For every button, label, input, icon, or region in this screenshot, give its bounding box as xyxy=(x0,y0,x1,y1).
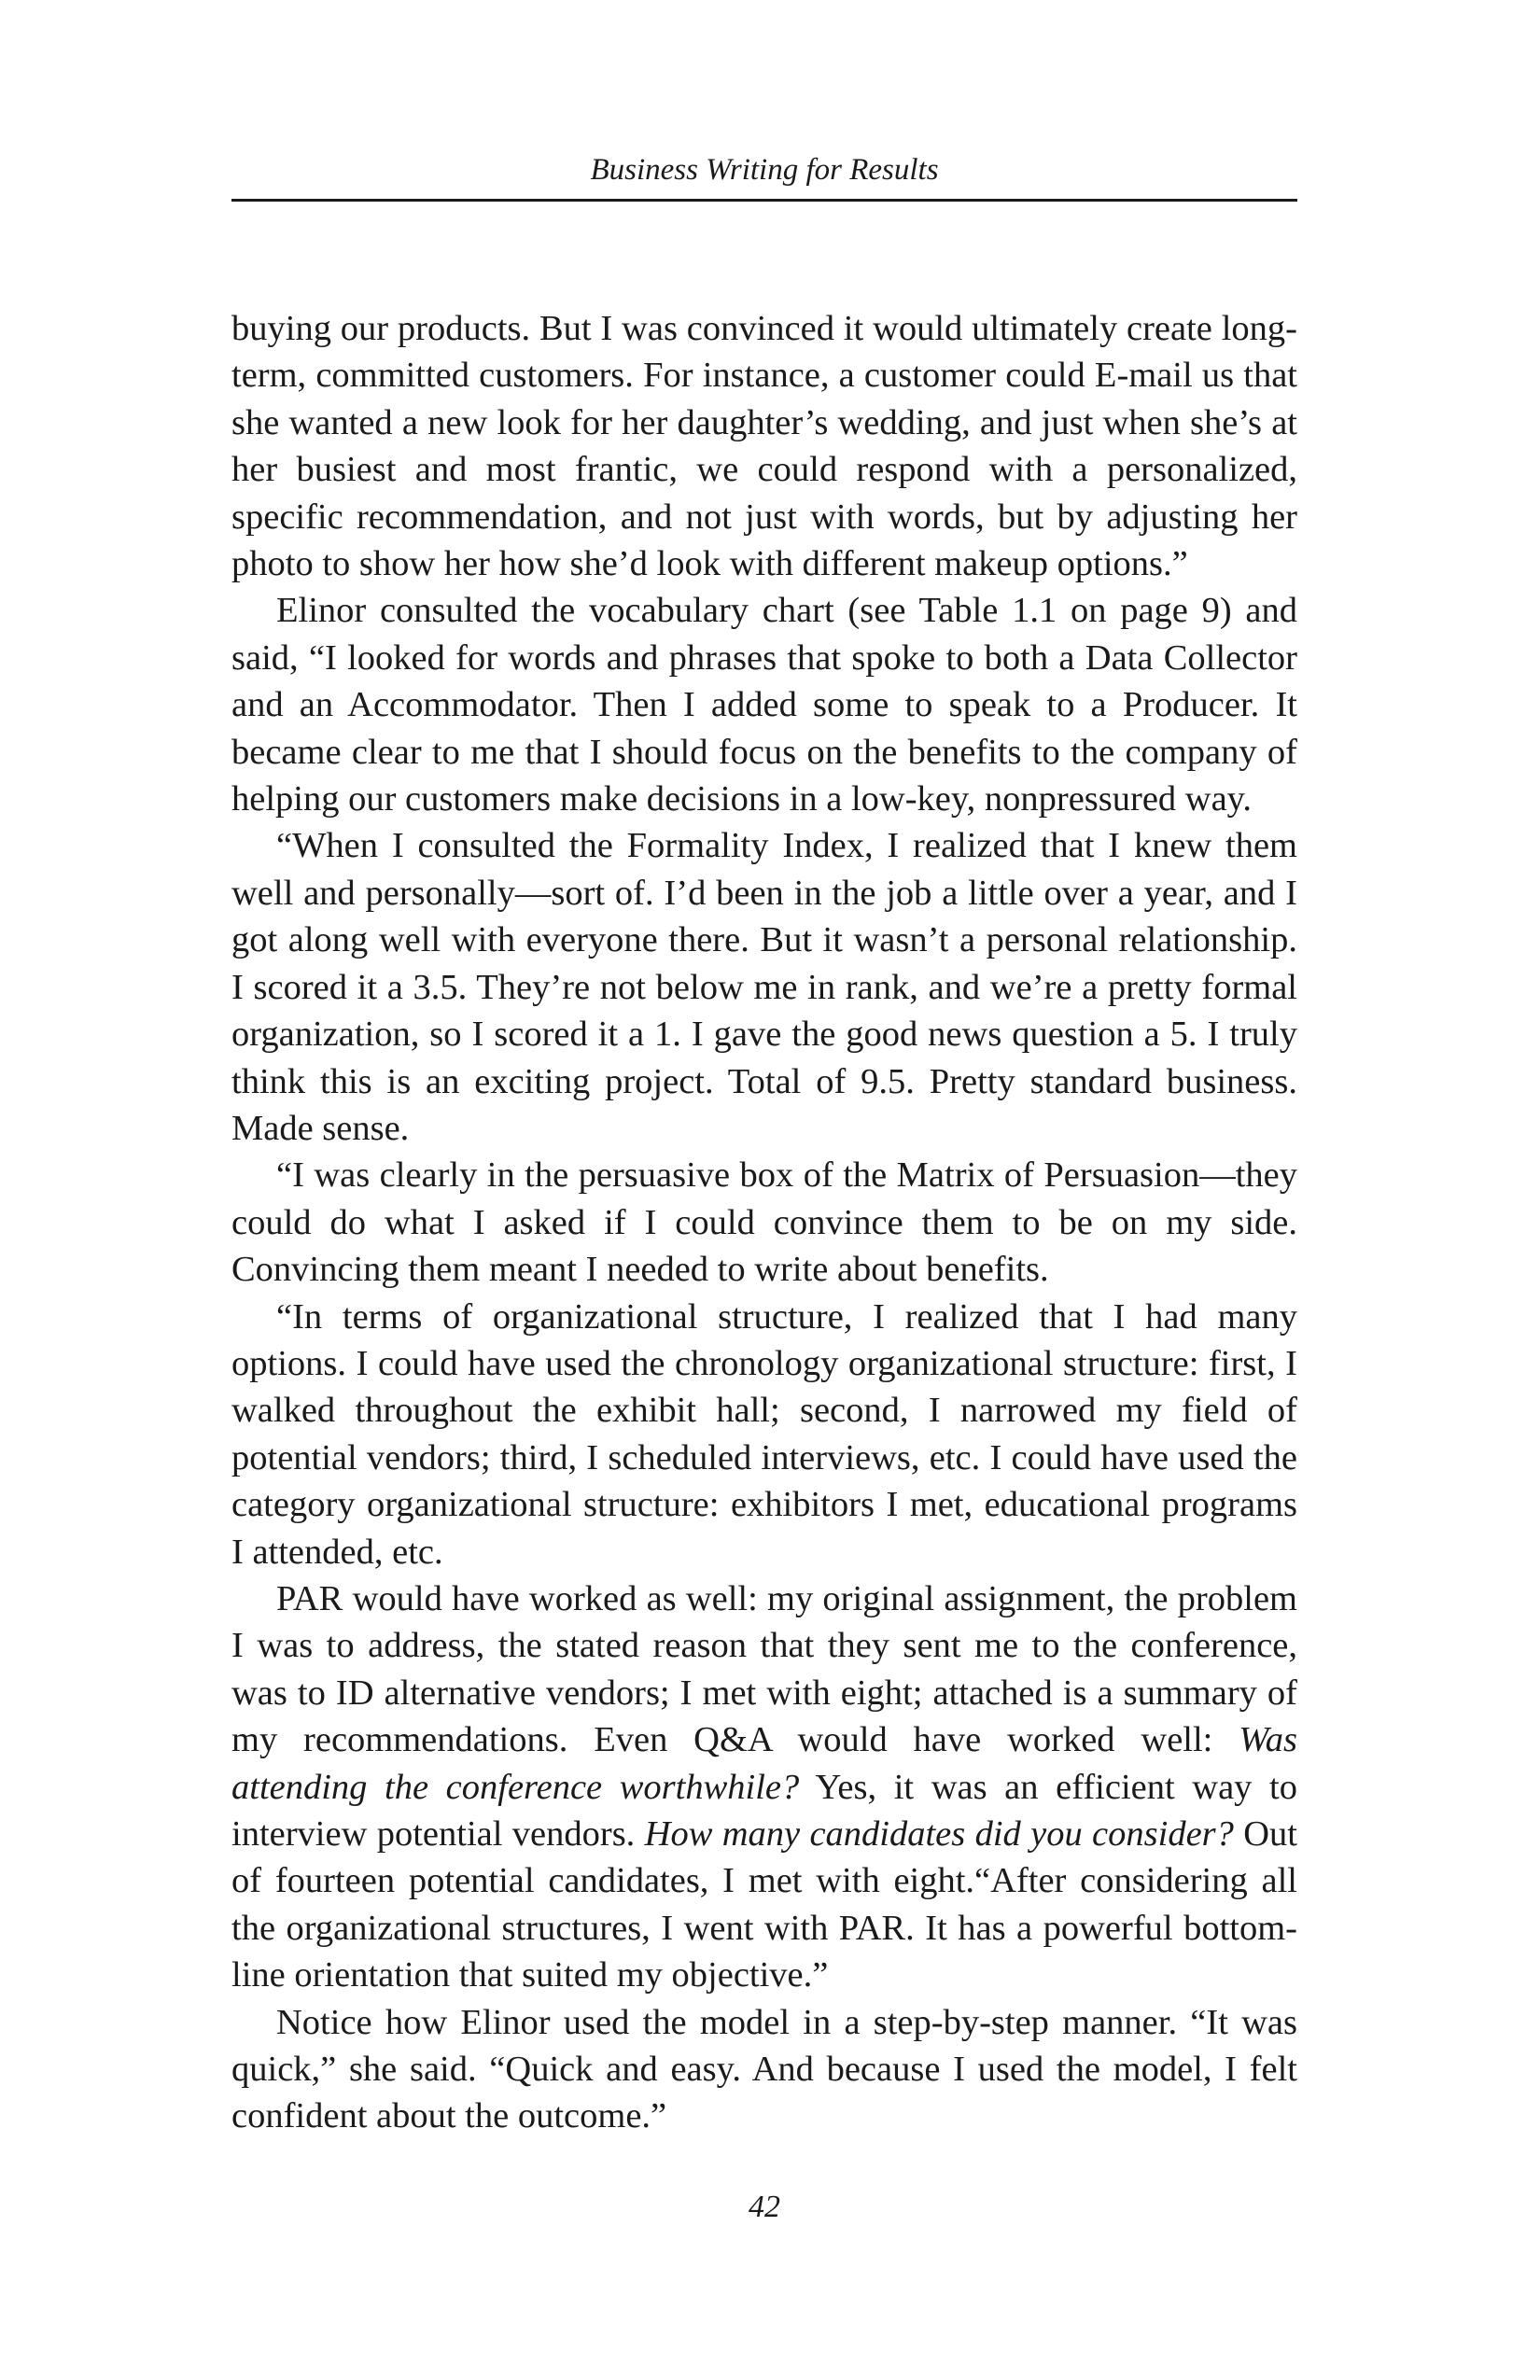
paragraph-4: “I was clearly in the persuasive box of the Matrix of Persuasion—they could do what I asked if I could convince them to be on my side. Convincing them meant I needed to write about benefits. xyxy=(231,1155,1297,1290)
paragraph-6-intro: PAR would have worked as well: my original assignment, the problem I was to address, the stated reason that they sent me to the conference, was to ID alternative vendors; I met with eight; attached is a summary of my recommendations. Even Q&A would have worked well: xyxy=(231,1578,1297,1760)
paragraph-6-answer-1: Yes, it was an efficient way to interview potential vendors. xyxy=(231,1767,1297,1854)
paragraph-1: buying our products. But I was convinced it would ultimately create long-term, committed customers. For instance, a customer could E-mail us that she wanted a new look for her daughter’s wedding, and just when she’s at her busiest and most frantic, we could respond with a personalized, specific recommendation, and not just with words, but by adjusting her photo to show her how she’d look with different makeup options.” xyxy=(231,309,1297,584)
page-number: 42 xyxy=(749,2190,780,2224)
body-text xyxy=(231,305,1297,2140)
question-candidates: How many candidates did you consider? xyxy=(644,1814,1234,1854)
paragraph-6-answer-2: Out of fourteen potential candidates, I met with eight.“After considering all the organizational structures, I went with PAR. It has a powerful bottom-line orientation that suited my objective.” xyxy=(231,1814,1297,1995)
paragraph-7: Notice how Elinor used the model in a step-by-step manner. “It was quick,” she said. “Quick and easy. And because I used the model, I felt confident about the outcome.” xyxy=(231,2002,1297,2136)
paragraph-5: “In terms of organizational structure, I realized that I had many options. I could have used the chronology organizational structure: first, I walked throughout the exhibit hall; second, I narrowed my field of potential vendors; third, I scheduled interviews, etc. I could have used the category organizational structure: exhibitors I met, educational programs I attended, etc. xyxy=(231,1296,1297,1572)
question-worthwhile: Was attending the conference worthwhile? xyxy=(231,1720,1297,1807)
paragraph-6 xyxy=(231,1575,1297,1999)
running-head: Business Writing for Results xyxy=(590,153,939,187)
paragraph-3: “When I consulted the Formality Index, I realized that I knew them well and personally—sort of. I’d been in the job a little over a year, and I got along well with everyone there. But it wasn’t a personal relationship. I scored it a 3.5. They’re not below me in rank, and we’re a pretty formal organization, so I scored it a 1. I gave the good news question a 5. I truly think this is an exciting project. Total of 9.5. Pretty standard business. Made sense. xyxy=(231,826,1297,1148)
paragraph-2: Elinor consulted the vocabulary chart (see Table 1.1 on page 9) and said, “I looked for words and phrases that spoke to both a Data Collector and an Accommodator. Then I added some to speak to a Producer. It became clear to me that I should focus on the benefits to the company of helping our customers make decisions in a low-key, nonpressured way. xyxy=(231,591,1297,819)
header-rule xyxy=(231,199,1297,202)
